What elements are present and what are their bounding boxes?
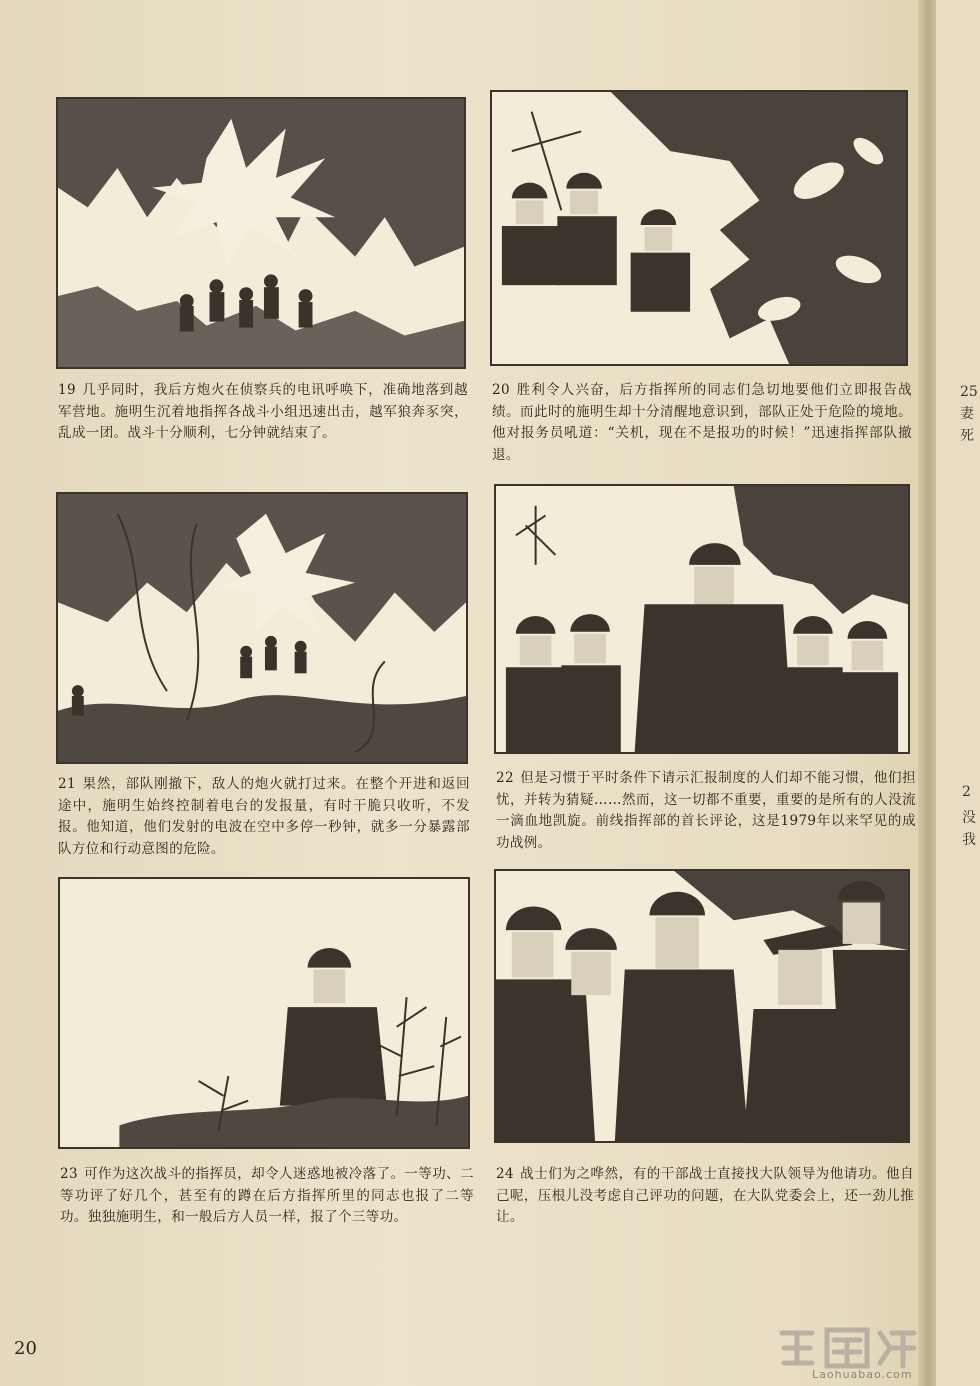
adjacent-page-fragment: 妻 [960,406,974,422]
panel-number: 22 [496,770,514,786]
caption-text: 果然，部队刚撤下，敌人的炮火就打过来。在整个开进和返回途中，施明生始终控制着电台的发报量，有时干脆只收听，不发报。他知道，他们发射的电波在空中多停一秒钟，就多一分暴露部队方位和行动意图的危险。 [58,776,470,857]
panel-20-illustration [492,92,906,364]
panel-24-illustration [496,871,908,1141]
panel-number: 19 [58,382,76,398]
adjacent-page-fragment: 没 [962,810,976,826]
comic-panel-24 [494,869,910,1143]
comic-panel-22 [494,484,910,754]
adjacent-page-fragment: 我 [962,832,976,848]
panel-number: 20 [492,382,510,398]
caption-text: 胜利令人兴奋，后方指挥所的同志们急切地要他们立即报告战绩。而此时的施明生却十分清醒地意识到，部队正处于危险的境地。他对报务员吼道：“关机，现在不是报功的时候！”迅速指挥部队撤退。 [492,382,912,463]
panel-19-caption [58,380,468,445]
panel-21-caption [58,774,470,860]
book-gutter [918,0,936,1386]
panel-21-illustration [58,494,466,762]
adjacent-page-fragment: 死 [960,428,974,444]
panel-23-illustration [60,879,468,1147]
adjacent-page-fragment: 25 [960,384,978,400]
panel-number: 24 [496,1166,514,1182]
comic-panel-19 [56,97,466,369]
page-number: 20 [14,1338,37,1359]
panel-24-caption [496,1164,914,1229]
watermark-url: Laohuabao.com [812,1368,913,1381]
panel-number: 23 [60,1166,78,1182]
comic-panel-23 [58,877,470,1149]
panel-19-illustration [58,99,464,367]
caption-text: 但是习惯于平时条件下请示汇报制度的人们却不能习惯，他们担忧，并转为猜疑……然而，这一切都不重要，重要的是所有的人没流一滴血地凯旋。前线指挥部的首长评论，这是1979年以来罕见的成功战例。 [496,770,916,851]
caption-text: 几乎同时，我后方炮火在侦察兵的电讯呼唤下，准确地落到越军营地。施明生沉着地指挥各战斗小组迅速出击，越军狼奔豕突，乱成一团。战斗十分顺利，七分钟就结束了。 [58,382,468,441]
panel-22-illustration [496,486,908,752]
caption-text: 可作为这次战斗的指挥员，却令人迷惑地被冷落了。一等功、二等功评了好几个，甚至有的蹲在后方指挥所里的同志也报了二等功。独独施明生，和一般后方人员一样，报了个三等功。 [60,1166,474,1225]
caption-text: 战士们为之哗然，有的干部战士直接找大队领导为他请功。他自己呢，压根儿没考虑自己评功的问题，在大队党委会上，还一劲儿推让。 [496,1166,914,1225]
comic-panel-21 [56,492,468,764]
panel-22-caption [496,768,916,854]
panel-23-caption [60,1164,474,1229]
panel-20-caption [492,380,912,466]
comic-panel-20 [490,90,908,366]
adjacent-page-edge [936,0,980,1386]
adjacent-page-fragment: 2 [962,784,971,800]
panel-number: 21 [58,776,76,792]
